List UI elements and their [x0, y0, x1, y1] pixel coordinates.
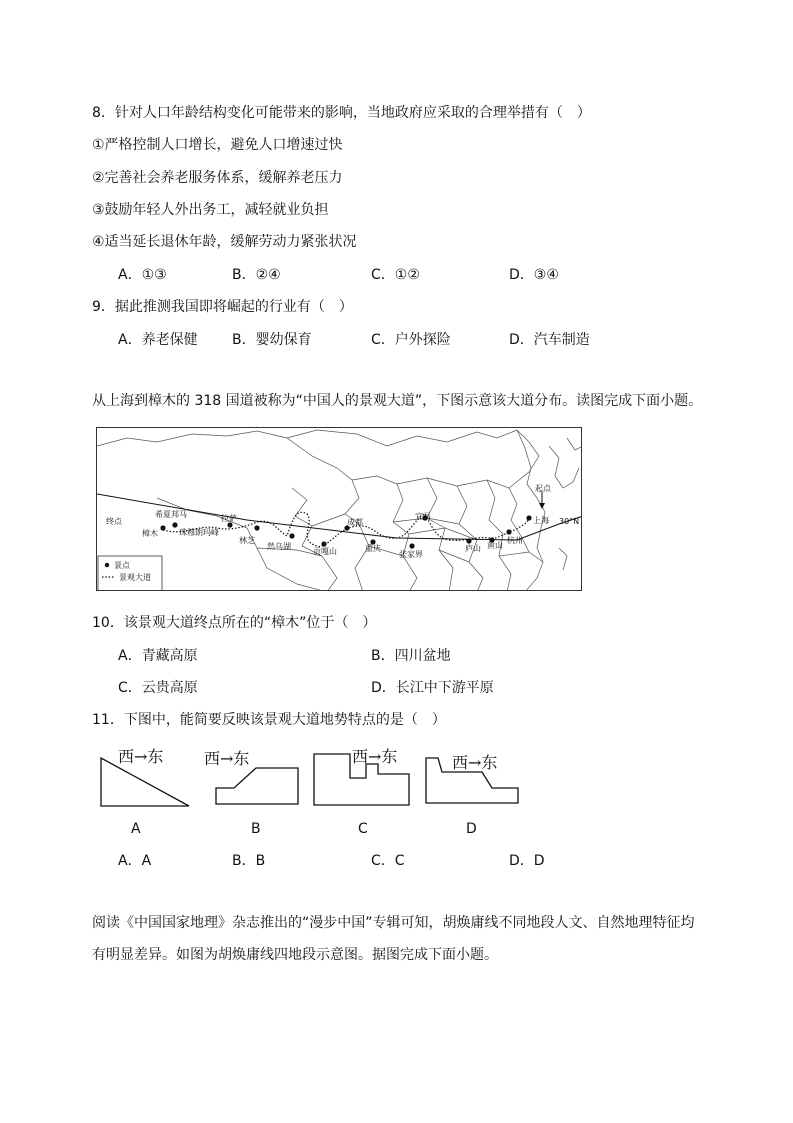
caption-d: D [466, 821, 477, 837]
label-zhumulangma: 珠穆朗玛峰 [179, 528, 219, 537]
profile-d-label: 西→东 [452, 753, 498, 772]
q9-option-a: A．养老保健 [118, 332, 198, 348]
label-lasa: 拉萨 [221, 514, 237, 523]
label-gonggashan: 贡嘎山 [313, 547, 337, 556]
caption-b: B [251, 821, 261, 837]
label-ranwuhu: 然乌湖 [267, 542, 291, 551]
label-huangshan: 黄山 [487, 541, 503, 550]
label-chengdu: 成都 [347, 518, 363, 527]
label-start: 起点 [535, 484, 551, 493]
q10-option-a: A．青藏高原 [118, 648, 198, 664]
label-linzhi: 林芝 [239, 536, 255, 545]
q8-option-c: C．①② [371, 267, 420, 283]
q11-option-a: A．A [118, 853, 152, 869]
label-yichang: 宜昌 [415, 512, 431, 521]
profile-a-label: 西→东 [118, 747, 164, 766]
q10-option-b: B．四川盆地 [371, 648, 451, 664]
q11-option-c: C．C [371, 853, 405, 869]
label-end: 终点 [106, 517, 122, 526]
q9-option-b: B．婴幼保育 [232, 332, 312, 348]
label-xixiabangma: 希夏邦马 [155, 510, 187, 519]
q8-option-a: A．①③ [118, 267, 167, 283]
label-shanghai: 上海 [533, 516, 549, 525]
label-lat-30n: 30°N [559, 517, 580, 526]
q8-item-4: ④适当延长退休年龄，缓解劳动力紧张状况 [92, 234, 357, 250]
legend-road: 景观大道 [119, 573, 151, 582]
q8-item-2: ②完善社会养老服务体系，缓解养老压力 [92, 170, 343, 186]
caption-c: C [358, 821, 368, 837]
legend-scenic: 景点 [114, 561, 130, 570]
intro-hu-line2: 有明显差异。如图为胡焕庸线四地段示意图。据图完成下面小题。 [92, 947, 498, 963]
caption-a: A [131, 821, 141, 837]
q11-stem: 11．下图中，能简要反映该景观大道地势特点的是（ ） [92, 712, 446, 728]
q8-stem: 8．针对人口年龄结构变化可能带来的影响，当地政府应采取的合理举措有（ ） [92, 105, 591, 121]
profile-b-label: 西→东 [204, 749, 250, 768]
q10-stem: 10．该景观大道终点所在的“樟木”位于（ ） [92, 615, 377, 631]
profile-c [312, 748, 412, 808]
q8-item-1: ①严格控制人口增长，避免人口增速过快 [92, 137, 343, 153]
profile-a [100, 748, 192, 808]
intro-318: 从上海到樟木的 318 国道被称为“中国人的景观大道”，下图示意该大道分布。读图完成下面小题。 [92, 393, 703, 409]
route-318-map [96, 427, 582, 591]
label-zhangjiajie: 张家界 [399, 550, 423, 559]
label-lushan: 庐山 [465, 544, 481, 553]
q9-stem: 9．据此推测我国即将崛起的行业有（ ） [92, 299, 353, 315]
q8-item-3: ③鼓励年轻人外出务工，减轻就业负担 [92, 202, 329, 218]
q10-option-d: D．长江中下游平原 [371, 680, 494, 696]
label-chongqing: 重庆 [365, 544, 381, 553]
q11-option-d: D．D [509, 853, 545, 869]
q8-option-b: B．②④ [232, 267, 281, 283]
profile-b [204, 748, 302, 808]
label-zhangmu: 樟木 [142, 529, 158, 538]
q11-option-b: B．B [232, 853, 266, 869]
profile-c-label: 西→东 [352, 747, 398, 766]
intro-hu-line1: 阅读《中国国家地理》杂志推出的“漫步中国”专辑可知，胡焕庸线不同地段人文、自然地理特征均 [92, 915, 695, 931]
profile-d [424, 750, 520, 806]
q9-option-d: D．汽车制造 [509, 332, 590, 348]
q10-option-c: C．云贵高原 [118, 680, 198, 696]
q8-option-d: D．③④ [509, 267, 559, 283]
q9-option-c: C．户外探险 [371, 332, 451, 348]
label-hangzhou: 杭州 [507, 536, 523, 545]
